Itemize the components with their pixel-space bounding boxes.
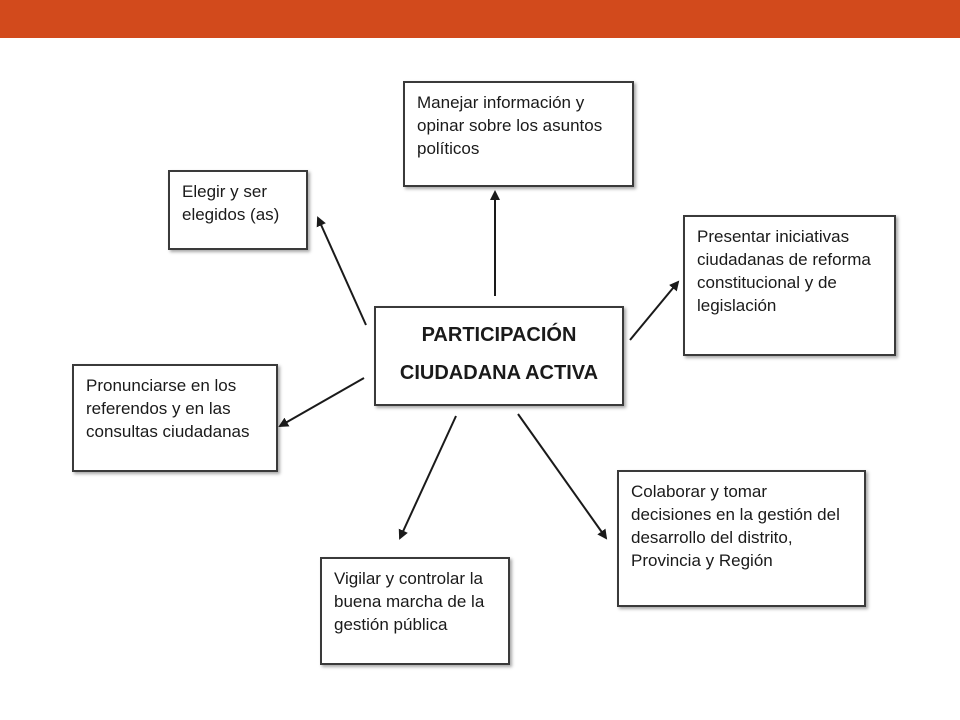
arrow-to-colaborar [518,414,606,538]
node-colaborar: Colaborar y tomar decisiones en la gestión del desarrollo del distrito, Provincia y Región [617,470,866,607]
arrow-to-elegir [318,218,366,325]
arrow-to-iniciativas [630,282,678,340]
arrow-to-referendos [280,378,364,426]
node-elegir: Elegir y ser elegidos (as) [168,170,308,250]
center-node: PARTICIPACIÓN CIUDADANA ACTIVA [374,306,624,406]
node-pronunciarse: Pronunciarse en los referendos y en las consultas ciudadanas [72,364,278,472]
arrow-to-vigilar [400,416,456,538]
node-vigilar: Vigilar y controlar la buena marcha de la gestión pública [320,557,510,665]
node-manejar-informacion: Manejar información y opinar sobre los asuntos políticos [403,81,634,187]
node-presentar-iniciativas: Presentar iniciativas ciudadanas de reforma constitucional y de legislación [683,215,896,356]
